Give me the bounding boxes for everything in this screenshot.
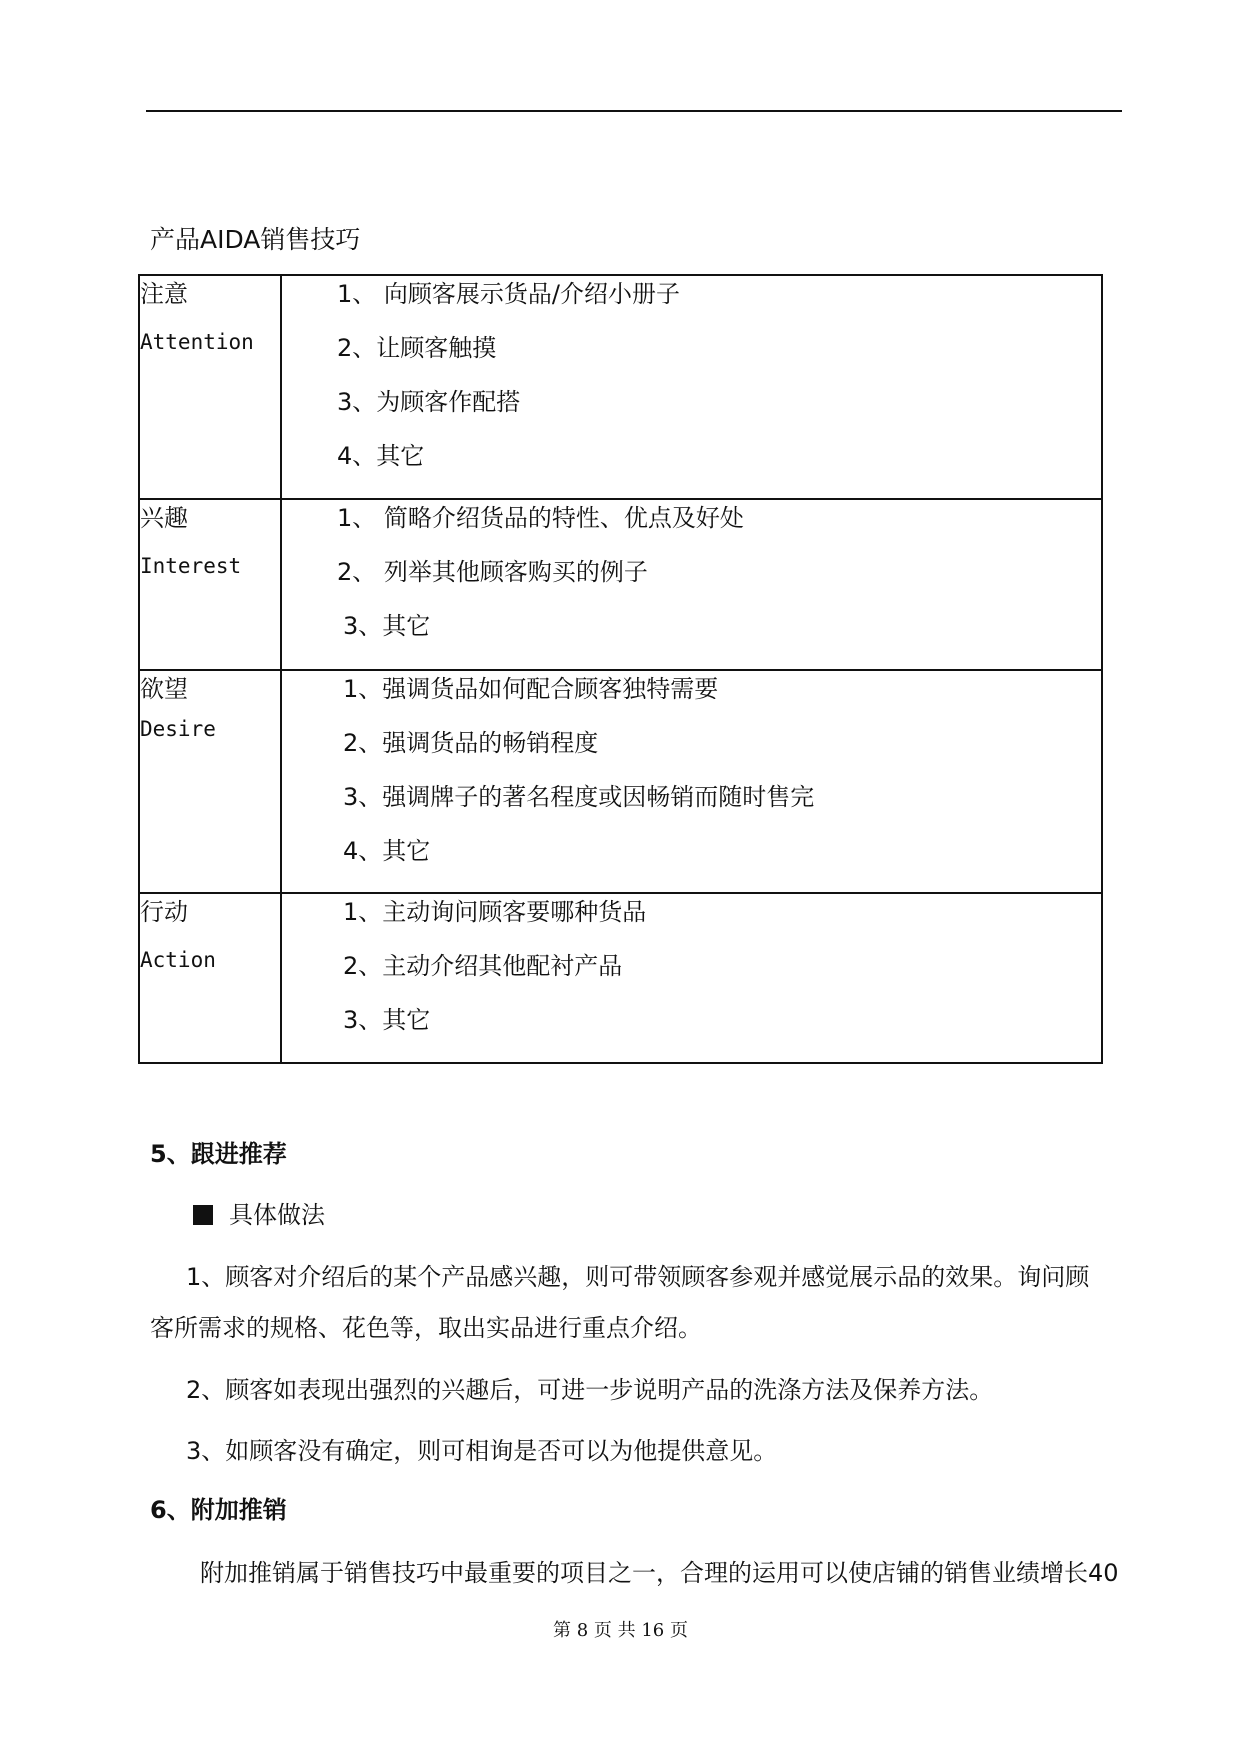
paragraph: 1、顾客对介绍后的某个产品感兴趣，则可带领顾客参观并感觉展示品的效果。询问顾 <box>186 1263 1090 1291</box>
aida-item: 1、主动询问顾客要哪种货品 <box>343 898 647 926</box>
page-footer: 第 8 页 共 16 页 <box>553 1620 688 1641</box>
aida-item: 2、让顾客触摸 <box>337 334 497 362</box>
header-rule <box>146 110 1122 112</box>
aida-item: 1、强调货品如何配合顾客独特需要 <box>343 675 719 703</box>
stage-name-en: Attention <box>140 330 254 354</box>
aida-item: 3、为顾客作配搭 <box>337 388 521 416</box>
stage-name-cn: 注意 <box>140 280 188 308</box>
aida-item: 1、 向顾客展示货品/介绍小册子 <box>337 280 680 308</box>
aida-item: 3、其它 <box>343 612 431 640</box>
stage-name-cn: 欲望 <box>140 675 188 703</box>
stage-name-cn: 兴趣 <box>140 504 188 532</box>
paragraph: 2、顾客如表现出强烈的兴趣后，可进一步说明产品的洗涤方法及保养方法。 <box>186 1376 994 1404</box>
stage-cell <box>139 670 281 893</box>
stage-cell <box>139 499 281 670</box>
paragraph: 3、如顾客没有确定，则可相询是否可以为他提供意见。 <box>186 1437 778 1465</box>
sub-heading-text: 具体做法 <box>229 1201 325 1229</box>
stage-cell <box>139 275 281 499</box>
stage-name-en: Desire <box>140 717 216 741</box>
stage-name-en: Interest <box>140 554 242 578</box>
items-cell <box>281 893 1102 1063</box>
aida-item: 2、主动介绍其他配衬产品 <box>343 952 623 980</box>
stage-name-cn: 行动 <box>140 898 188 926</box>
aida-row-desire <box>139 670 1102 893</box>
stage-name-en: Action <box>140 948 216 972</box>
stage-cell <box>139 893 281 1063</box>
aida-item: 2、 列举其他顾客购买的例子 <box>337 558 648 586</box>
items-cell <box>281 499 1102 670</box>
aida-row-interest <box>139 499 1102 670</box>
section-title: 产品AIDA销售技巧 <box>150 225 361 254</box>
items-cell <box>281 275 1102 499</box>
square-bullet-icon <box>193 1205 213 1225</box>
aida-item: 2、强调货品的畅销程度 <box>343 729 599 757</box>
aida-row-action <box>139 893 1102 1063</box>
section6-heading: 6、附加推销 <box>150 1496 287 1524</box>
section5-heading: 5、跟进推荐 <box>150 1140 287 1168</box>
aida-item: 4、其它 <box>337 442 425 470</box>
aida-table <box>138 274 1103 1064</box>
paragraph: 附加推销属于销售技巧中最重要的项目之一，合理的运用可以使店铺的销售业绩增长40 <box>200 1559 1119 1587</box>
aida-item: 3、强调牌子的著名程度或因畅销而随时售完 <box>343 783 815 811</box>
aida-item: 3、其它 <box>343 1006 431 1034</box>
aida-item: 4、其它 <box>343 837 431 865</box>
sub-heading <box>193 1197 325 1233</box>
paragraph: 客所需求的规格、花色等，取出实品进行重点介绍。 <box>150 1314 702 1342</box>
aida-row-attention <box>139 275 1102 499</box>
aida-item: 1、 简略介绍货品的特性、优点及好处 <box>337 504 744 532</box>
items-cell <box>281 670 1102 893</box>
